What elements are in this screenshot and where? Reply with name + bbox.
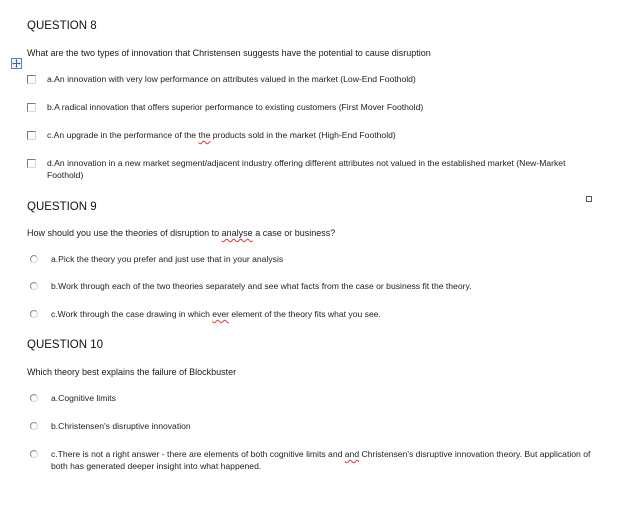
q9-option-b-label: b.Work through each of the two theories separately and see what facts from the case or business fit the theory.: [51, 281, 472, 291]
question-9-title: QUESTION 9: [27, 201, 97, 213]
resize-handle-icon[interactable]: [586, 196, 592, 202]
q8-option-d-label: d.An innovation in a new market segment/adjacent industry offering different attributes not valued in the established market (New-Market Foothold): [47, 158, 566, 180]
question-10-title: QUESTION 10: [27, 339, 104, 351]
question-8-title: QUESTION 8: [27, 20, 97, 32]
question-9-prompt: How should you use the theories of disruption to analyse a case or business?: [27, 228, 336, 238]
q10-option-c-radio[interactable]: [30, 450, 38, 458]
q8-option-c-checkbox[interactable]: [27, 131, 36, 140]
q9-option-b-radio[interactable]: [30, 282, 38, 290]
q9-option-c-radio[interactable]: [30, 310, 38, 318]
q10-option-c-label: c.There is not a right answer - there are elements of both cognitive limits and and Christensen's disruptive innovation theory. But application of both has generated deeper insight into what happened.: [51, 449, 591, 471]
q10-option-a-radio[interactable]: [30, 394, 38, 402]
q8-option-d-checkbox[interactable]: [27, 159, 36, 168]
q8-option-a-checkbox[interactable]: [27, 75, 36, 84]
q8-option-b-checkbox[interactable]: [27, 103, 36, 112]
q8-option-b-label: b.A radical innovation that offers superior performance to existing customers (First Mover Foothold): [47, 102, 424, 112]
q10-option-b-label: b.Christensen's disruptive innovation: [51, 421, 191, 431]
q8-option-c-label: c.An upgrade in the performance of the the products sold in the market (High-End Foothold): [47, 130, 396, 140]
question-8-prompt: What are the two types of innovation that Christensen suggests have the potential to cause disruption: [27, 48, 431, 58]
q10-option-b-radio[interactable]: [30, 422, 38, 430]
q9-option-c-label: c.Work through the case drawing in which ever element of the theory fits what you see.: [51, 309, 381, 319]
q8-option-a-label: a.An innovation with very low performance on attributes valued in the market (Low-End Foothold): [47, 74, 416, 84]
q9-option-a-label: a.Pick the theory you prefer and just use that in your analysis: [51, 254, 284, 264]
q10-option-a-label: a.Cognitive limits: [51, 393, 116, 403]
q9-option-a-radio[interactable]: [30, 255, 38, 263]
question-10-prompt: Which theory best explains the failure of Blockbuster: [27, 367, 237, 377]
move-handle-icon[interactable]: [11, 58, 22, 69]
